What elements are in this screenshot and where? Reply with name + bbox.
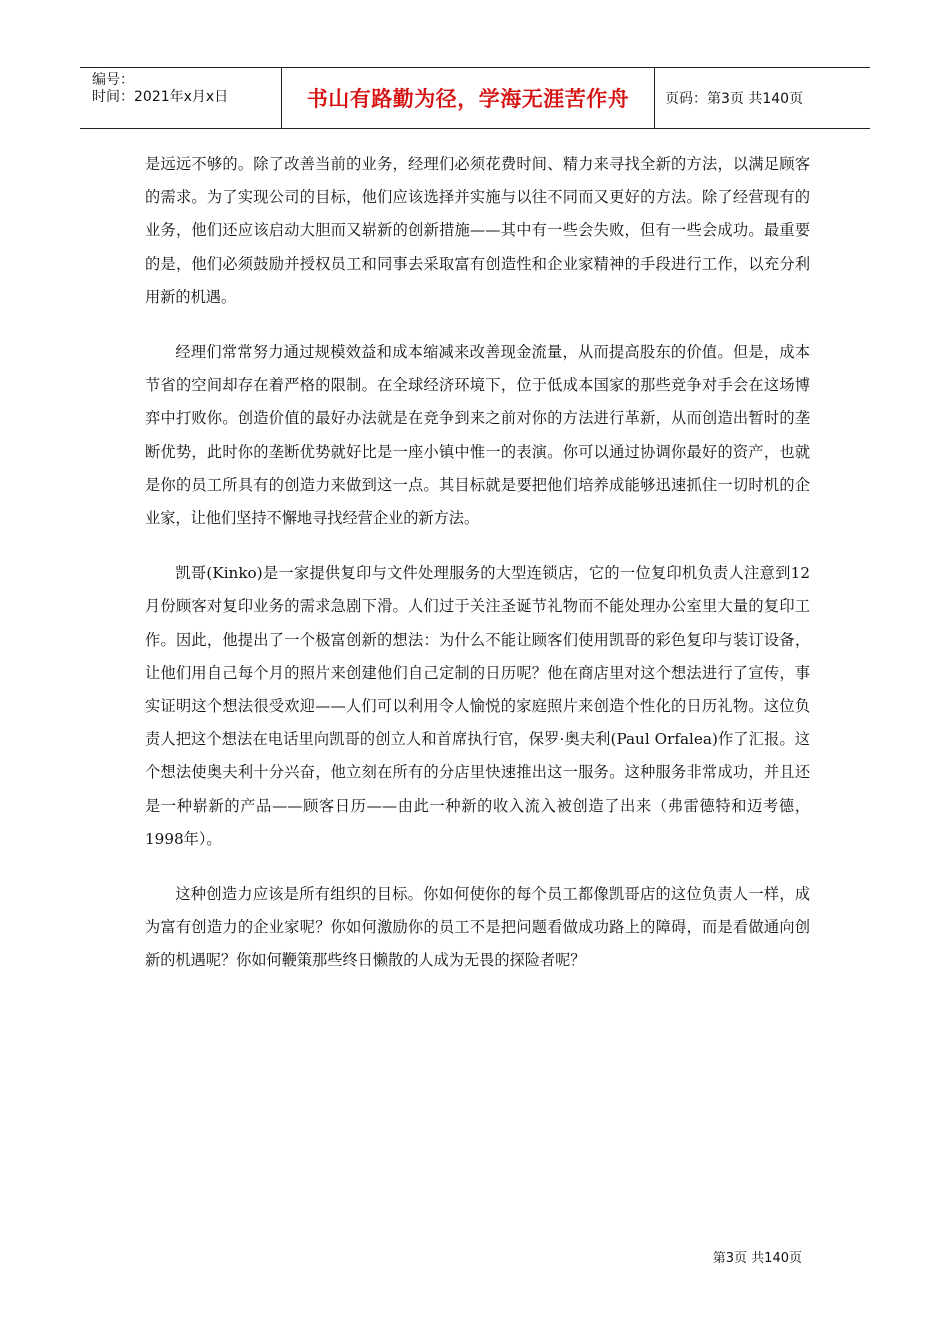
body-paragraph: 是远远不够的。除了改善当前的业务，经理们必须花费时间、精力来寻找全新的方法，以满足顾客的需求。为了实现公司的目标，他们应该选择并实施与以往不同而又更好的方法。除了经营现有的业务，他们还应该启动大胆而又崭新的创新措施——其中有一些会失败，但有一些会成功。最重要的是，他们必须鼓励并授权员工和同事去采取富有创造性和企业家精神的手段进行工作，以充分利用新的机遇。 [145,155,810,306]
page-footer: 第3页 共140页 [712,1251,802,1266]
document-date-label: 时间：2021年x月x日 [92,89,229,105]
document-header [80,67,870,129]
header-page-code: 页码：第3页 共140页 [665,91,804,107]
header-meta-cell [80,68,282,128]
header-motto: 书山有路勤为径，学海无涯苦作舟 [282,68,655,128]
body-paragraph: 这种创造力应该是所有组织的目标。你如何使你的每个员工都像凯哥店的这位负责人一样，成为富有创造力的企业家呢？你如何激励你的员工不是把问题看做成功路上的障碍，而是看做通向创新的机遇呢？你如何鞭策那些终日懒散的人成为无畏的探险者呢？ [145,885,810,970]
body-paragraph: 凯哥(Kinko)是一家提供复印与文件处理服务的大型连锁店，它的一位复印机负责人注意到12月份顾客对复印业务的需求急剧下滑。人们过于关注圣诞节礼物而不能处理办公室里大量的复印工作。因此，他提出了一个极富创新的想法：为什么不能让顾客们使用凯哥的彩色复印与装订设备，让他们用自己每个月的照片来创建他们自己定制的日历呢？他在商店里对这个想法进行了宣传，事实证明这个想法很受欢迎——人们可以利用令人愉悦的家庭照片来创造个性化的日历礼物。这位负责人把这个想法在电话里向凯哥的创立人和首席执行官，保罗·奥夫利(Paul Orfalea)作了汇报。这个想法使奥夫利十分兴奋，他立刻在所有的分店里快速推出这一服务。这种服务非常成功，并且还是一种崭新的产品——顾客日历——由此一种新的收入流入被创造了出来（弗雷德特和迈考德，1998年）。 [145,564,810,848]
body-paragraph: 经理们常常努力通过规模效益和成本缩减来改善现金流量，从而提高股东的价值。但是，成本节省的空间却存在着严格的限制。在全球经济环境下，位于低成本国家的那些竞争对手会在这场博弈中打败你。创造价值的最好办法就是在竞争到来之前对你的方法进行革新，从而创造出暂时的垄断优势，此时你的垄断优势就好比是一座小镇中惟一的表演。你可以通过协调你最好的资产，也就是你的员工所具有的创造力来做到这一点。其目标就是要把他们培养成能够迅速抓住一切时机的企业家，让他们坚持不懈地寻找经营企业的新方法。 [145,343,810,528]
document-number-label: 编号： [92,72,134,88]
document-body [145,148,810,1000]
